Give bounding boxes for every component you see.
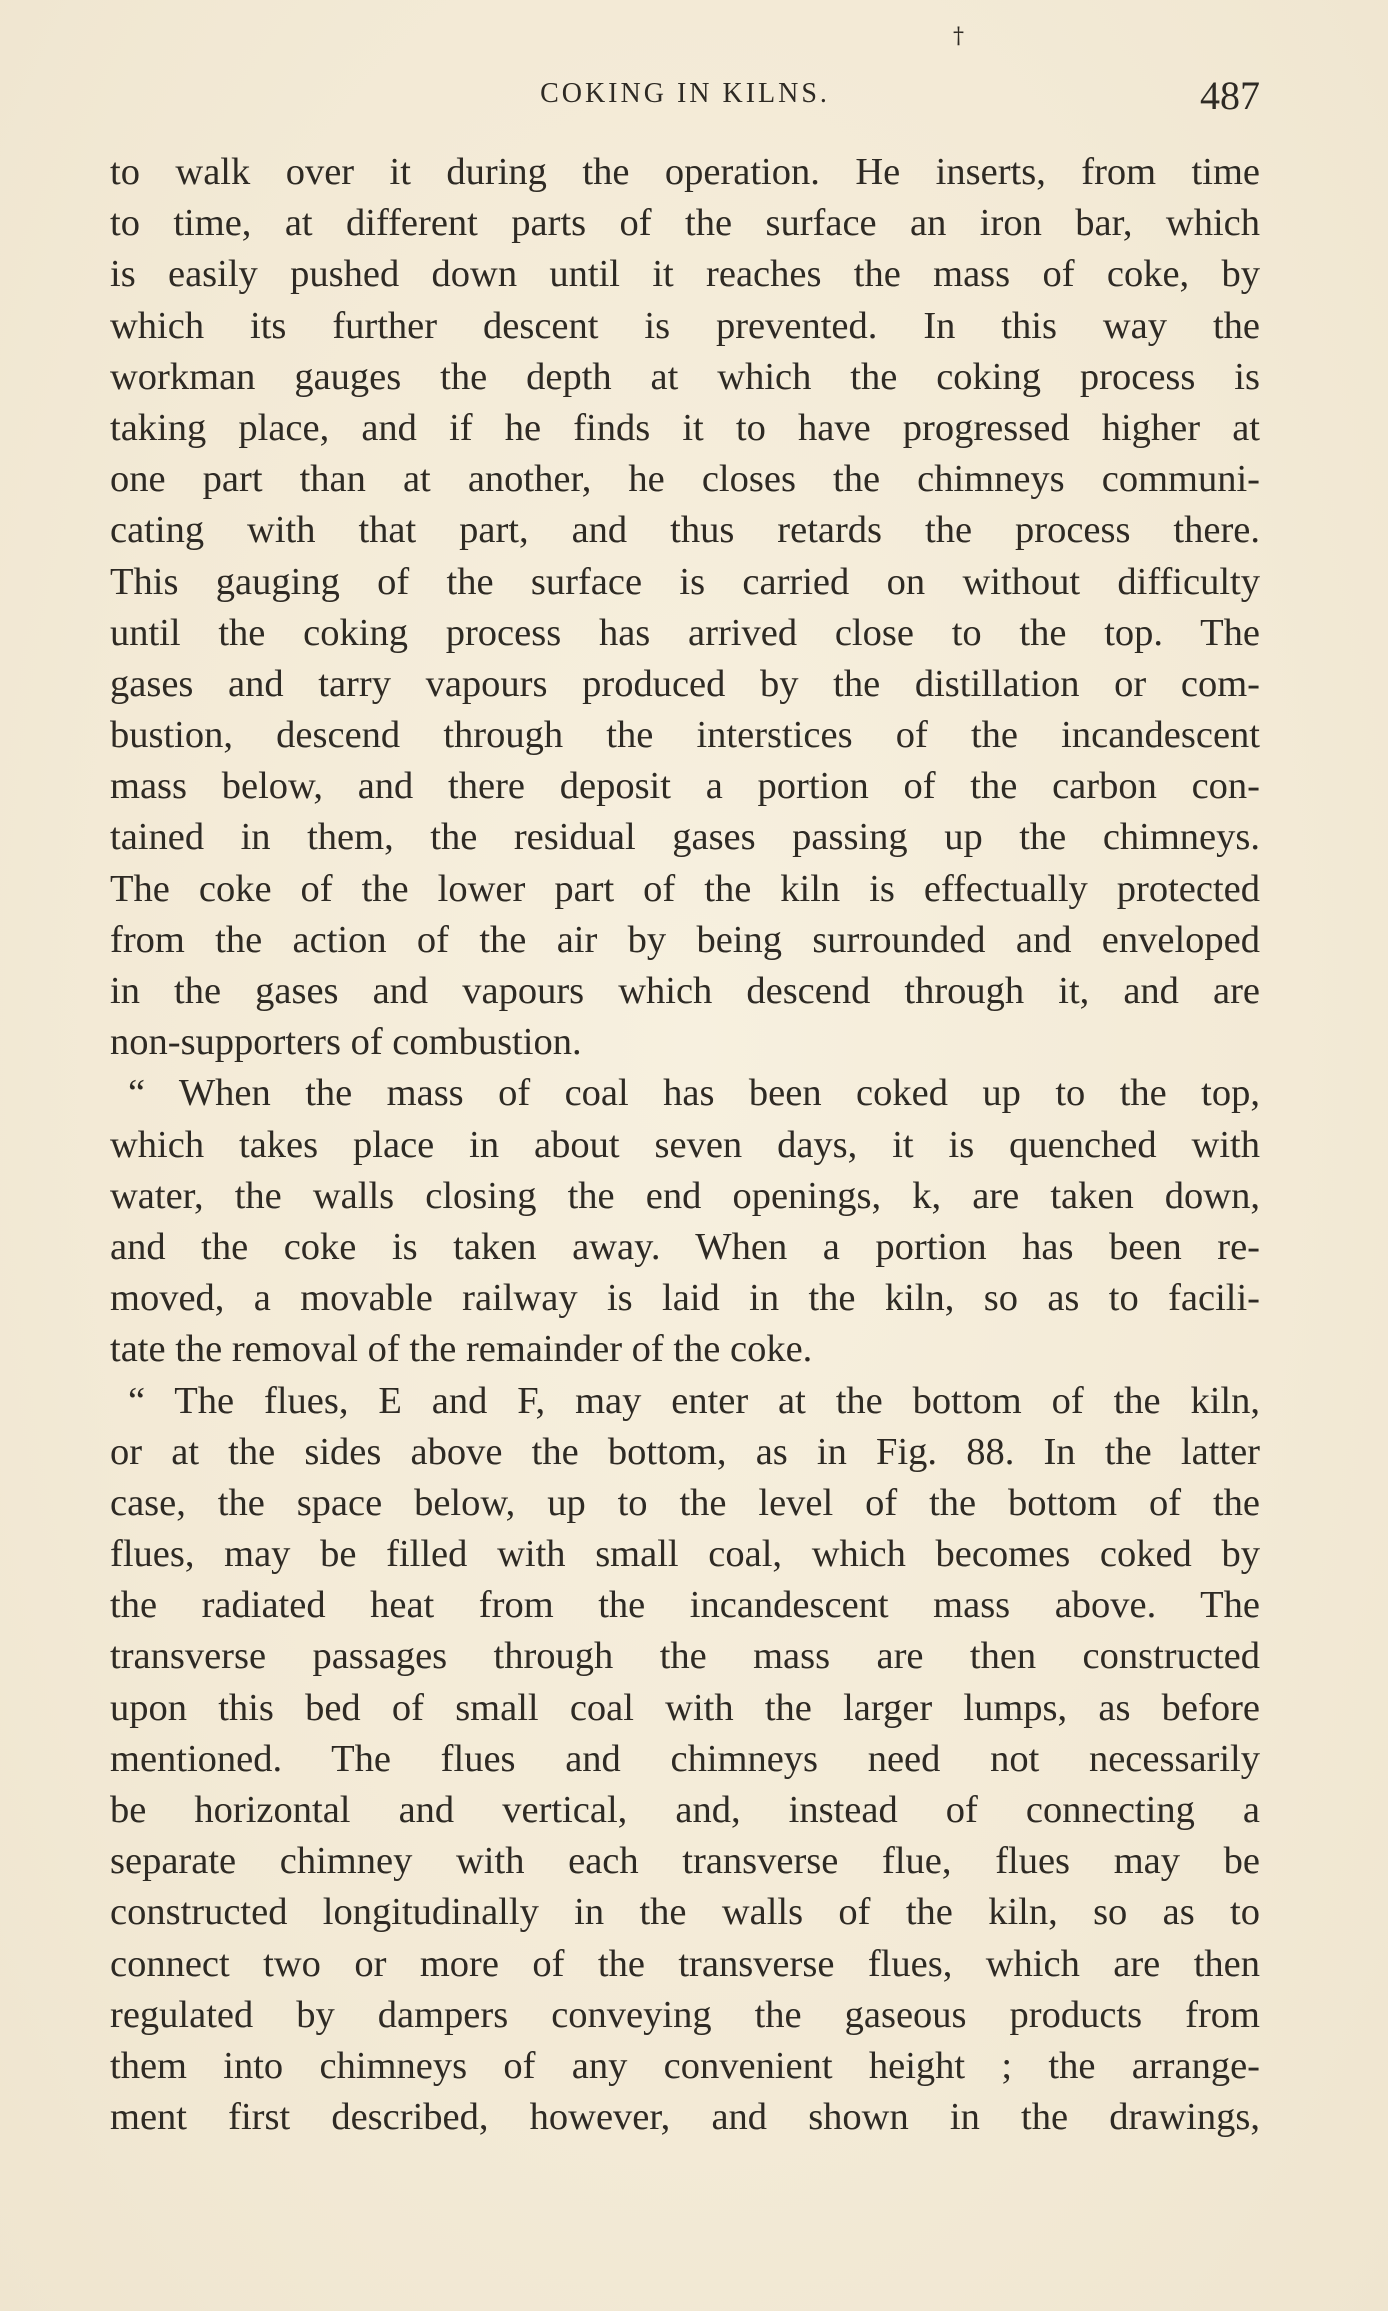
text-line: transverse passages through the mass are then constructed — [110, 1635, 1260, 1678]
text-line: cating with that part, and thus retards the process there. — [110, 509, 1260, 552]
text-line: which takes place in about seven days, it is quenched with — [110, 1123, 1260, 1166]
text-line: flues, may be filled with small coal, which becomes coked by — [110, 1533, 1260, 1576]
text-line: tate the removal of the remainder of the coke. — [110, 1328, 813, 1371]
text-line: tained in them, the residual gases passing up the chimneys. — [110, 816, 1260, 859]
text-line: mentioned. The flues and chimneys need not necessarily — [110, 1737, 1260, 1780]
running-head — [110, 72, 1260, 120]
running-title: COKING IN KILNS. — [540, 78, 830, 109]
text-line: to time, at different parts of the surface an iron bar, which — [110, 202, 1260, 245]
text-line: workman gauges the depth at which the coking process is — [110, 355, 1260, 398]
text-line: the radiated heat from the incandescent mass above. The — [110, 1584, 1260, 1627]
text-line: from the action of the air by being surrounded and enveloped — [110, 918, 1260, 961]
body-text — [110, 147, 1260, 2143]
text-line: “ When the mass of coal has been coked up to the top, — [128, 1072, 1260, 1115]
text-line: and the coke is taken away. When a portion has been re- — [110, 1225, 1260, 1268]
text-line: constructed longitudinally in the walls of the kiln, so as to — [110, 1891, 1260, 1934]
text-line: one part than at another, he closes the chimneys communi- — [110, 458, 1260, 501]
text-line: which its further descent is prevented. In this way the — [110, 304, 1260, 347]
text-line: until the coking process has arrived close to the top. The — [110, 611, 1260, 654]
text-line: regulated by dampers conveying the gaseous products from — [110, 1993, 1260, 2036]
text-line: upon this bed of small coal with the larger lumps, as before — [110, 1686, 1260, 1729]
text-line: “ The flues, E and F, may enter at the bottom of the kiln, — [128, 1379, 1260, 1422]
text-line: gases and tarry vapours produced by the distillation or com- — [110, 662, 1260, 705]
text-line: separate chimney with each transverse flue, flues may be — [110, 1840, 1260, 1883]
page-number: 487 — [1200, 73, 1260, 118]
text-line: non-supporters of combustion. — [110, 1021, 582, 1064]
text-line: moved, a movable railway is laid in the kiln, so as to facili- — [110, 1277, 1260, 1320]
text-line: case, the space below, up to the level of the bottom of the — [110, 1481, 1260, 1524]
text-line: be horizontal and vertical, and, instead of connecting a — [110, 1789, 1260, 1831]
text-line: them into chimneys of any convenient height ; the arrange- — [110, 2044, 1260, 2087]
text-line: to walk over it during the operation. He inserts, from time — [110, 151, 1260, 193]
text-line: water, the walls closing the end openings, k, are taken down, — [110, 1174, 1260, 1217]
text-line: or at the sides above the bottom, as in Fig. 88. In the latter — [110, 1430, 1260, 1473]
text-line: taking place, and if he finds it to have progressed higher at — [110, 406, 1260, 449]
printer-mark: † — [953, 24, 964, 49]
text-line: connect two or more of the transverse flues, which are then — [110, 1942, 1260, 1985]
text-line: ment first described, however, and shown in the drawings, — [110, 2096, 1260, 2139]
text-line: The coke of the lower part of the kiln is effectually protected — [110, 867, 1260, 910]
text-line: This gauging of the surface is carried on without difficulty — [110, 560, 1260, 603]
text-line: in the gases and vapours which descend through it, and are — [110, 970, 1260, 1012]
text-line: bustion, descend through the interstices of the incandescent — [110, 714, 1260, 757]
text-line: is easily pushed down until it reaches the mass of coke, by — [110, 253, 1260, 296]
text-line: mass below, and there deposit a portion of the carbon con- — [110, 765, 1260, 808]
